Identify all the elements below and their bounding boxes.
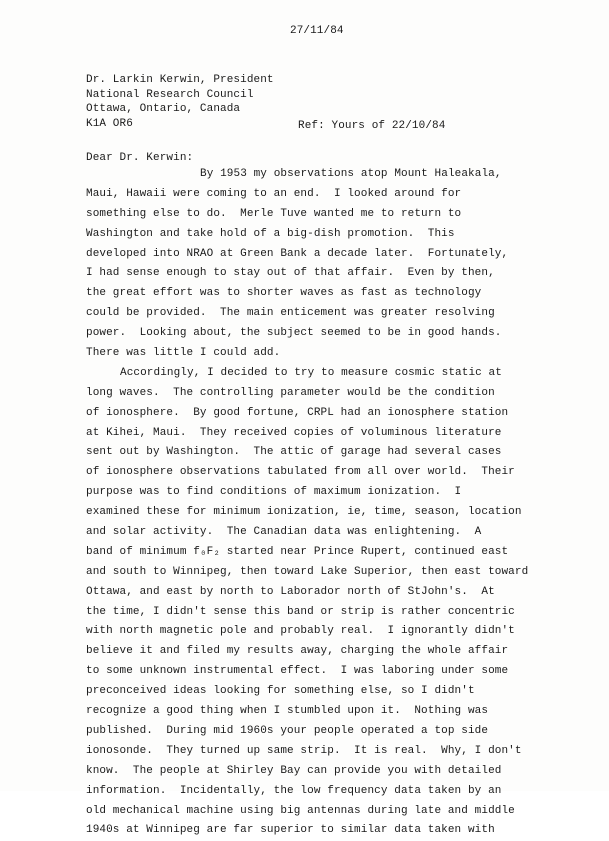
body-line: long waves. The controlling parameter would be the condition [86, 386, 495, 399]
body-line: preconceived ideas looking for something else, so I didn't [86, 685, 475, 698]
body-line: Ottawa, and east by north to Laborador north of StJohn's. At [86, 585, 495, 598]
body-line: at Kihei, Maui. They received copies of voluminous literature [86, 426, 502, 439]
body-line: 1940s at Winnipeg are far superior to similar data taken with [86, 824, 495, 837]
body-line: believe it and filed my results away, charging the whole affair [86, 645, 509, 658]
body-line: examined these for minimum ionization, ie, time, season, location [86, 506, 522, 519]
address-line: National Research Council [86, 88, 254, 101]
body-line: There was little I could add. [86, 347, 281, 360]
body-line: old mechanical machine using big antennas during late and middle [86, 804, 515, 817]
address-line: K1A OR6 [86, 117, 133, 130]
body-line: sent out by Washington. The attic of garage had several cases [86, 446, 502, 459]
salutation: Dear Dr. Kerwin: [86, 152, 194, 164]
body-line: could be provided. The main enticement was greater resolving [86, 307, 495, 320]
body-line: By 1953 my observations atop Mount Haleakala, [200, 168, 502, 180]
body-line: Washington and take hold of a big-dish promotion. This [86, 227, 455, 240]
body-line: of ionosphere. By good fortune, CRPL had an ionosphere station [86, 406, 509, 419]
body-line: to some unknown instrumental effect. I was laboring under some [86, 665, 509, 678]
body-line: Accordingly, I decided to try to measure cosmic static at [120, 366, 502, 379]
body-line: purpose was to find conditions of maximum ionization. I [86, 486, 462, 499]
body-line: know. The people at Shirley Bay can provide you with detailed [86, 764, 502, 777]
body-line: with north magnetic pole and probably real. I ignorantly didn't [86, 625, 515, 638]
body-line: ionosonde. They turned up same strip. It is real. Why, I don't [86, 744, 522, 757]
recipient-address [86, 73, 274, 131]
address-line: Dr. Larkin Kerwin, President [86, 74, 274, 86]
body-line: the time, I didn't sense this band or strip is rather concentric [86, 605, 515, 618]
reference-line: Ref: Yours of 22/10/84 [298, 120, 446, 132]
address-line: Ottawa, Ontario, Canada [86, 103, 241, 115]
body-line: information. Incidentally, the low frequency data taken by an [86, 784, 502, 797]
body-line: recognize a good thing when I stumbled upon it. Nothing was [86, 705, 489, 718]
body-line: something else to do. Merle Tuve wanted me to return to [86, 207, 462, 220]
body-line: published. During mid 1960s your people operated a top side [86, 724, 489, 737]
body-line: I had sense enough to stay out of that affair. Even by then, [86, 267, 495, 280]
letter-body [86, 165, 529, 841]
body-line: power. Looking about, the subject seemed to be in good hands. [86, 327, 502, 340]
body-line: and south to Winnipeg, then toward Lake Superior, then east toward [86, 565, 529, 578]
body-line: band of minimum f₀F₂ started near Prince Rupert, continued east [86, 545, 509, 558]
body-line: of ionosphere observations tabulated from all over world. Their [86, 466, 515, 479]
body-line: the great effort was to shorter waves as fast as technology [86, 287, 482, 300]
letter-date: 27/11/84 [290, 25, 344, 37]
body-line: Maui, Hawaii were coming to an end. I looked around for [86, 187, 462, 200]
body-line: and solar activity. The Canadian data was enlightening. A [86, 526, 482, 539]
body-line: developed into NRAO at Green Bank a decade later. Fortunately, [86, 247, 509, 260]
